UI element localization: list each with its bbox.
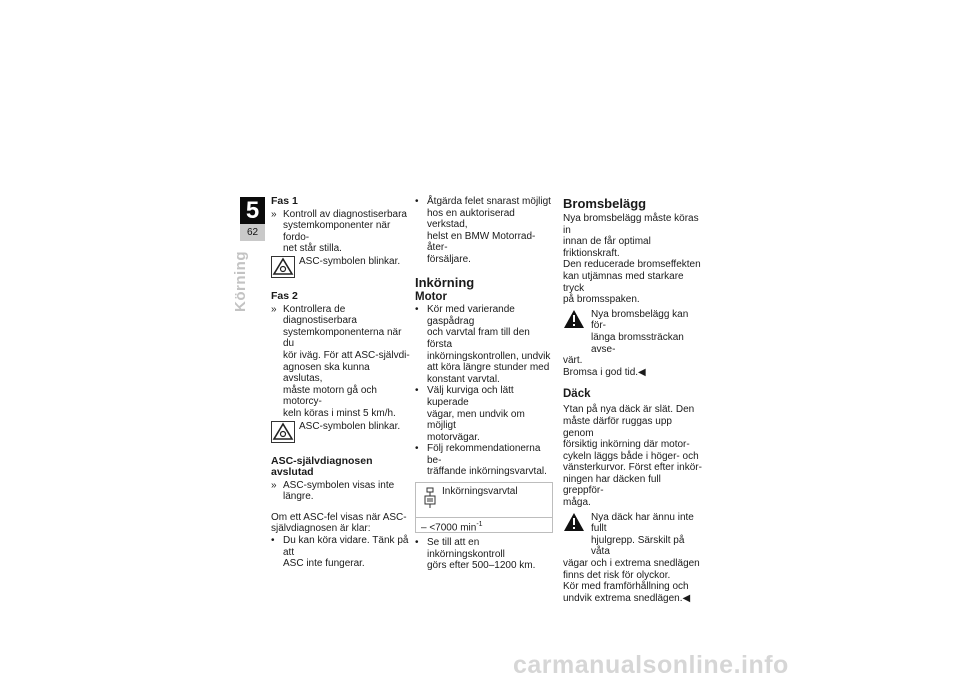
text-line: försiktig inkörning där motor- [563, 439, 690, 451]
text-line: Kör med framförhållning och [563, 581, 689, 593]
text-line: ASC-symbolen visas inte [283, 479, 395, 491]
fas2-title: Fas 2 [271, 289, 298, 302]
text-line: Kör med varierande gaspådrag [427, 304, 515, 327]
section-title: Inkörning [415, 274, 475, 290]
text-line: ASC inte fungerar. [283, 558, 365, 570]
bullet-0: • Åtgärda felet snarast möjligt hos en auktoriserad verkstad, helst en BMW Motorrad-åter- försäljare. [415, 196, 555, 266]
fault-bullet-text [283, 535, 411, 570]
fas1-text [283, 209, 411, 255]
bullet-1: • Kör med varierande gaspådrag och varvtal fram till den första inkörningskontrollen, undvik att köra längre stunder med konstant varvtal. [415, 304, 555, 385]
text-line: motorvägar. [427, 431, 480, 443]
bullet-marker: » [271, 208, 277, 220]
bullet-1-text [427, 304, 555, 385]
text-line: hos en auktoriserad verkstad, [427, 207, 515, 231]
text-line: träffande inkörningsvarvtal. [427, 466, 547, 478]
text-line: net står stilla. [283, 243, 342, 255]
fas1-note-text: ASC-symbolen blinkar. [299, 255, 401, 267]
text-line: försäljare. [427, 253, 471, 265]
fas2-item [271, 304, 411, 420]
text-line: Se till att en inkörningskontroll [427, 537, 505, 560]
fault-text [271, 512, 411, 535]
fault-item: • Du kan köra vidare. Tänk på att ASC inte fungerar. [271, 535, 411, 570]
rpm-box-header [416, 483, 552, 518]
sub-title: Motor [415, 290, 447, 303]
brake-text [563, 213, 703, 306]
text-line: innan de får optimal friktionskraft. [563, 236, 651, 259]
done-item [271, 480, 411, 503]
fas1-note [271, 256, 411, 282]
rpm-unit-sup: -1 [476, 521, 483, 529]
engine-icon [423, 487, 437, 509]
text-line: måste därför ruggas upp genom [563, 415, 672, 439]
text-line: att köra längre stunder med [427, 362, 550, 374]
text-line: kan utjämnas med starkare tryck [563, 270, 684, 294]
brake-warning [563, 309, 703, 355]
text-line: Du kan köra vidare. Tänk på att [283, 535, 409, 558]
brake-end: Bromsa i god tid.◀ [563, 366, 646, 378]
text-line: Om ett ASC-fel visas när ASC- [271, 511, 407, 523]
text-line: cykeln läggs både i höger- och [563, 450, 699, 462]
done-text [283, 480, 411, 503]
text-line: inkörningskontrollen, undvik [427, 350, 551, 362]
brake-title: Bromsbelägg [563, 196, 647, 211]
side-label: Körning [232, 251, 249, 312]
column-3 [563, 196, 703, 604]
text-line: Välj kurviga och lätt kuperade [427, 385, 514, 408]
text-line: vänsterkurvor. Först efter inkör- [563, 462, 702, 474]
text-line: systemkomponenter när fordo- [283, 220, 391, 243]
text-line: undvik extrema snedlägen.◀ [563, 592, 691, 604]
rpm-box-value: – <7000 $\min^{-1}$ [421, 521, 483, 534]
text-line: ningen har däcken full greppför- [563, 473, 661, 497]
text-line: Följ rekommendationerna be- [427, 443, 541, 466]
column-2 [415, 196, 555, 572]
tire-text [563, 404, 703, 508]
text-line: finns det risk för olyckor. [563, 569, 671, 581]
fas2-note [271, 421, 411, 447]
text-line: länga bromssträckan avse- [591, 331, 684, 355]
warning-icon [563, 309, 585, 329]
text-line: görs efter 500–1200 km. [427, 560, 536, 572]
text-line: hjulgrepp. Särskilt på våta [591, 534, 685, 558]
page-number: 62 [240, 224, 265, 241]
brake-warning-text [591, 309, 703, 355]
rpm-box [415, 482, 553, 533]
text-line: helst en BMW Motorrad-åter- [427, 230, 536, 254]
text-line: Kontrollera de diagnostiserbara [283, 303, 357, 327]
text-line: Nya bromsbelägg måste köras in [563, 213, 699, 236]
text-line: konstant varvtal. [427, 373, 500, 385]
text-line: Kontroll av diagnostiserbara [283, 208, 407, 220]
done-title: ASC-självdiagnosen avslutad [271, 454, 373, 479]
warning-icon [563, 512, 585, 532]
asc-warning-icon [271, 256, 295, 278]
text-line: längre. [283, 491, 314, 503]
bullet-3: • Följ rekommendationerna be- träffande inkörningsvarvtal. [415, 443, 555, 478]
text-line: vägar och i extrema snedlägen [563, 558, 700, 570]
text-line: Åtgärda felet snarast möjligt [427, 196, 551, 207]
fas1-item [271, 209, 411, 255]
text-line: på bromsspaken. [563, 294, 640, 306]
bullet-2: • Välj kurviga och lätt kuperade vägar, men undvik om möjligt motorvägar. [415, 385, 555, 443]
text-line: Nya däck har ännu inte fullt [591, 511, 694, 535]
tire-title: Däck [563, 388, 591, 401]
bullet-0-text [427, 196, 555, 266]
bullet-3-text [427, 443, 555, 478]
text-line: och varvtal fram till den första [427, 327, 530, 350]
bullet-marker: » [271, 303, 277, 315]
chapter-tab [240, 197, 265, 241]
text-line: kör iväg. För att ASC-självdi- [283, 349, 410, 361]
rpm-box-label: Inkörningsvarvtal [442, 486, 518, 498]
text-line: keln köras i minst 5 km/h. [283, 407, 396, 419]
rpm-value: <7000 min [429, 522, 477, 534]
fas2-note-text: ASC-symbolen blinkar. [299, 420, 401, 432]
text-line: Den reducerade bromseffekten [563, 259, 701, 271]
text-line: systemkomponenterna när du [283, 326, 402, 350]
text-line: måga. [563, 497, 591, 509]
text-line: Ytan på nya däck är slät. Den [563, 404, 695, 416]
text-line: Nya bromsbelägg kan för- [591, 308, 689, 332]
bullet-2-text [427, 385, 555, 443]
tire-warning-tail [563, 558, 703, 604]
text-line: självdiagnosen är klar: [271, 523, 371, 535]
chapter-number: 5 [240, 197, 265, 224]
asc-warning-icon [271, 421, 295, 443]
brake-warning-tail: värt. [563, 355, 583, 367]
fas2-text [283, 304, 411, 420]
text-line: vägar, men undvik om möjligt [427, 408, 525, 432]
bullet-4: • Se till att en inkörningskontroll görs efter 500–1200 km. [415, 537, 555, 572]
bullet-4-text [427, 537, 555, 572]
text-line: agnosen ska kunna avslutas, [283, 361, 370, 385]
watermark: carmanualsonline.info [513, 651, 789, 679]
fas1-title: Fas 1 [271, 195, 298, 207]
bullet-marker: » [271, 479, 277, 491]
tire-warning [563, 512, 703, 558]
tire-warning-text [591, 512, 703, 558]
text-line: måste motorn gå och motorcy- [283, 384, 377, 408]
column-1 [271, 196, 411, 570]
